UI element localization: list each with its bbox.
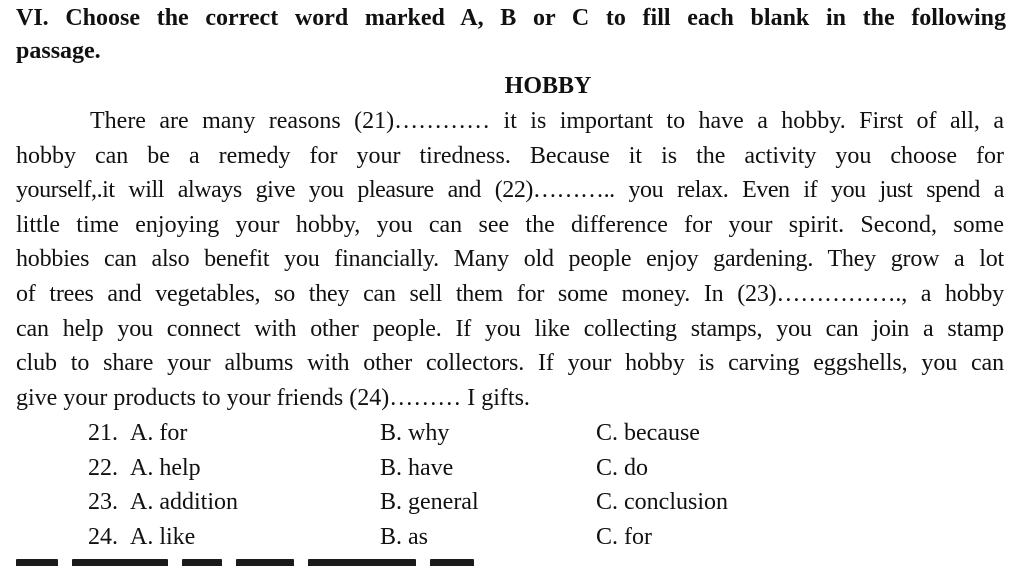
passage-line: of trees and vegetables, so they can sell them for some money. In (23)……………., a hobby — [16, 280, 1004, 307]
option-a: A. like — [130, 523, 196, 550]
option-b: B. why — [380, 420, 450, 446]
passage-title: HOBBY — [504, 73, 592, 99]
option-b: B. have — [380, 454, 454, 481]
exercise-heading — [16, 2, 1006, 68]
question-number: 23. — [88, 489, 118, 516]
option-c: C. conclusion — [596, 489, 728, 516]
question-number: 22. — [88, 454, 118, 481]
option-a: A. for — [130, 420, 188, 446]
question-row-22 — [88, 451, 888, 486]
option-c: C. for — [596, 523, 652, 550]
answer-options — [88, 416, 888, 554]
passage-text — [16, 104, 1004, 415]
passage-line: hobbies can also benefit you financially. Many old people enjoy gardening. They grow a lot — [16, 246, 1004, 273]
passage-line: little time enjoying your hobby, you can see the difference for your spirit. Second, some — [16, 211, 1004, 238]
question-row-23 — [88, 485, 888, 520]
passage-line: give your products to your friends (24)……… I gifts. — [16, 384, 530, 411]
option-c: C. do — [596, 454, 649, 481]
question-number: 24. — [88, 523, 118, 550]
exercise-heading-line-2: passage. — [16, 38, 101, 64]
question-row-24 — [88, 520, 888, 555]
passage-line: yourself,.it will always give you pleasure and (22)……….. you relax. Even if you just spend a — [16, 177, 1004, 204]
option-b: B. as — [380, 523, 428, 550]
option-c: C. because — [596, 420, 700, 446]
exercise-heading-line-1: VI. Choose the correct word marked A, B or C to fill each blank in the following — [16, 5, 1006, 31]
passage-line: can help you connect with other people. If you like collecting stamps, you can join a stamp — [16, 315, 1004, 342]
cropped-next-heading — [16, 556, 536, 566]
passage-line: There are many reasons (21)………… it is important to have a hobby. First of all, a — [90, 108, 1004, 134]
question-number: 21. — [88, 420, 118, 446]
option-b: B. general — [380, 489, 479, 516]
question-row-21 — [88, 416, 888, 451]
passage-line: hobby can be a remedy for your tiredness. Because it is the activity you choose for — [16, 142, 1004, 169]
option-a: A. addition — [130, 489, 238, 516]
passage-line: club to share your albums with other collectors. If your hobby is carving eggshells, you can — [16, 350, 1004, 377]
option-a: A. help — [130, 454, 201, 481]
